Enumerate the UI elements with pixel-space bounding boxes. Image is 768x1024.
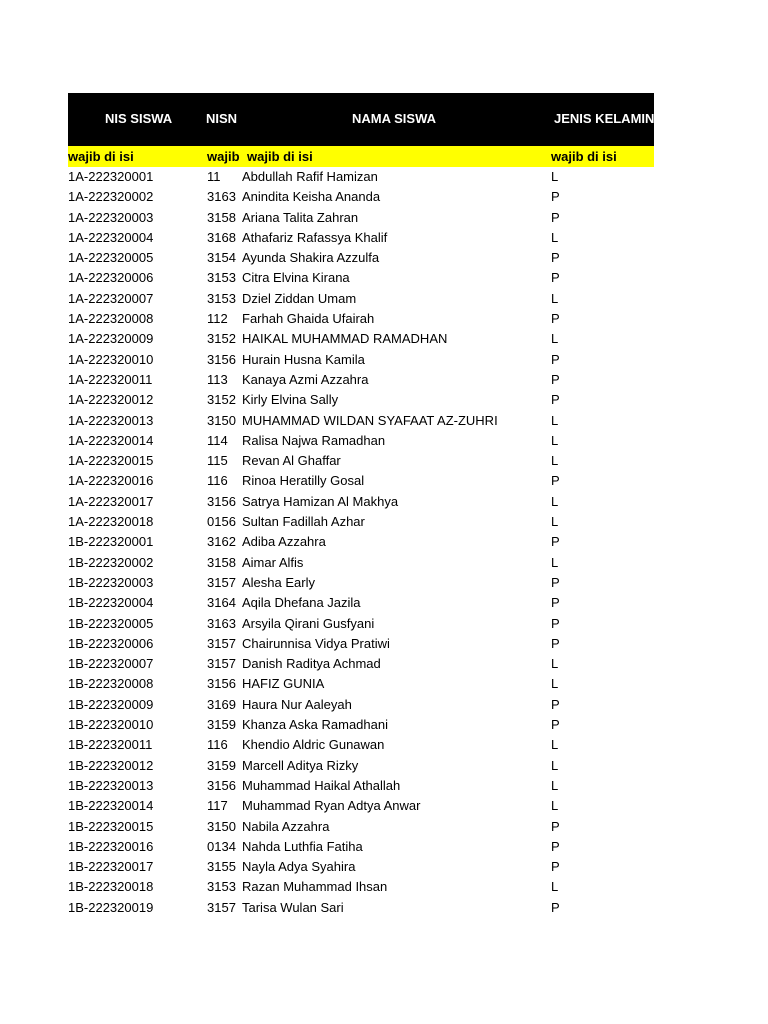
cell-nama[interactable]: Revan Al Ghaffar <box>242 453 341 469</box>
cell-nama[interactable]: Citra Elvina Kirana <box>242 270 350 286</box>
cell-nis[interactable]: 1B-222320004 <box>68 595 154 611</box>
cell-nis[interactable]: 1B-222320010 <box>68 717 154 733</box>
table-row <box>68 817 654 837</box>
cell-jenis-kelamin[interactable]: L <box>551 493 559 509</box>
cell-nama[interactable]: Athafariz Rafassya Khalif <box>242 229 388 245</box>
cell-nis[interactable]: 1A-222320004 <box>68 229 154 245</box>
table-header <box>68 93 654 146</box>
cell-nisn[interactable]: 116 <box>207 473 228 489</box>
cell-nisn[interactable]: 3157 <box>207 656 236 672</box>
cell-jenis-kelamin[interactable]: P <box>551 696 560 712</box>
table-row <box>68 593 654 613</box>
table-row <box>68 614 654 634</box>
cell-nama[interactable]: Chairunnisa Vidya Pratiwi <box>242 635 390 651</box>
cell-nis[interactable]: 1B-222320005 <box>68 615 154 631</box>
cell-jenis-kelamin[interactable]: L <box>551 757 559 773</box>
cell-jenis-kelamin[interactable]: L <box>551 432 559 448</box>
cell-jenis-kelamin[interactable]: P <box>551 615 560 631</box>
cell-nisn[interactable]: 117 <box>207 798 228 814</box>
cell-nisn[interactable]: 114 <box>207 432 228 448</box>
cell-nis[interactable]: 1B-222320011 <box>68 737 153 753</box>
cell-nisn[interactable]: 3153 <box>207 879 236 895</box>
cell-nama[interactable]: Ayunda Shakira Azzulfa <box>242 250 380 266</box>
cell-nis[interactable]: 1A-222320016 <box>68 473 154 489</box>
cell-jenis-kelamin[interactable]: L <box>551 656 559 672</box>
cell-jenis-kelamin[interactable]: P <box>551 818 560 834</box>
table-row <box>68 350 654 370</box>
cell-nama[interactable]: Nayla Adya Syahira <box>242 859 356 875</box>
cell-nama[interactable]: HAFIZ GUNIA <box>242 676 325 692</box>
cell-nisn[interactable]: 3153 <box>207 270 236 286</box>
table-row <box>68 309 654 329</box>
cell-nis[interactable]: 1B-222320013 <box>68 777 154 793</box>
cell-nisn[interactable]: 3157 <box>207 635 236 651</box>
cell-nis[interactable]: 1B-222320002 <box>68 554 154 570</box>
cell-nama[interactable]: Tarisa Wulan Sari <box>242 899 344 915</box>
cell-nis[interactable]: 1B-222320018 <box>68 879 154 895</box>
cell-nama[interactable]: Haura Nur Aaleyah <box>242 696 352 712</box>
table-row <box>68 877 654 897</box>
cell-jenis-kelamin[interactable]: L <box>551 229 559 245</box>
header-nama-siswa[interactable]: NAMA SISWA <box>352 111 437 126</box>
required-note-nama[interactable]: wajib di isi <box>247 149 313 164</box>
cell-nama[interactable]: Danish Raditya Achmad <box>242 656 381 672</box>
table-row <box>68 471 654 491</box>
cell-nama[interactable]: Khendio Aldric Gunawan <box>242 737 385 753</box>
cell-nisn[interactable]: 3164 <box>207 595 236 611</box>
cell-nisn[interactable]: 3156 <box>207 777 236 793</box>
cell-nis[interactable]: 1A-222320001 <box>68 169 154 184</box>
cell-nisn[interactable]: 3162 <box>207 534 236 550</box>
table-row <box>68 796 654 816</box>
table-row <box>68 248 654 268</box>
cell-nis[interactable]: 1A-222320010 <box>68 351 154 367</box>
cell-nama[interactable]: Khanza Aska Ramadhani <box>242 717 388 733</box>
cell-nisn[interactable]: 112 <box>207 311 228 327</box>
cell-nisn[interactable]: 113 <box>207 371 228 387</box>
cell-nisn[interactable]: 3158 <box>207 209 236 225</box>
table-row <box>68 289 654 309</box>
table-row <box>68 715 654 735</box>
required-note-nis[interactable]: wajib di isi <box>68 149 134 164</box>
table-row <box>68 573 654 593</box>
cell-nis[interactable]: 1A-222320007 <box>68 290 154 306</box>
cell-jenis-kelamin[interactable]: L <box>551 737 559 753</box>
table-row <box>68 228 654 248</box>
table-row <box>68 268 654 288</box>
cell-nama[interactable]: Arsyila Qirani Gusfyani <box>242 615 375 631</box>
table-row <box>68 451 654 471</box>
cell-nama[interactable]: Aimar Alfis <box>242 554 304 570</box>
cell-nisn[interactable]: 3156 <box>207 493 236 509</box>
cell-nama[interactable]: Aqila Dhefana Jazila <box>242 595 361 611</box>
cell-nis[interactable]: 1A-222320014 <box>68 432 154 448</box>
cell-nama[interactable]: Nabila Azzahra <box>242 818 330 834</box>
cell-jenis-kelamin[interactable]: P <box>551 534 560 550</box>
cell-nama[interactable]: Muhammad Ryan Adtya Anwar <box>242 798 421 814</box>
table-row <box>68 553 654 573</box>
cell-nama[interactable]: Marcell Aditya Rizky <box>242 757 359 773</box>
cell-nisn[interactable]: 3169 <box>207 696 236 712</box>
cell-jenis-kelamin[interactable]: P <box>551 392 560 408</box>
cell-nama[interactable]: Ariana Talita Zahran <box>242 209 359 225</box>
cell-nisn[interactable]: 3168 <box>207 229 236 245</box>
cell-jenis-kelamin[interactable]: L <box>551 777 559 793</box>
cell-jenis-kelamin[interactable]: P <box>551 371 560 387</box>
cell-nisn[interactable]: 0134 <box>207 838 236 854</box>
cell-jenis-kelamin[interactable]: P <box>551 899 560 915</box>
cell-nama[interactable]: Abdullah Rafif Hamizan <box>242 169 378 184</box>
cell-nis[interactable]: 1A-222320011 <box>68 371 153 387</box>
cell-nis[interactable]: 1B-222320006 <box>68 635 154 651</box>
table-row <box>68 654 654 674</box>
cell-jenis-kelamin[interactable]: L <box>551 290 559 306</box>
table-row <box>68 837 654 857</box>
cell-nis[interactable]: 1A-222320009 <box>68 331 154 347</box>
cell-nama[interactable]: Dziel Ziddan Umam <box>242 290 357 306</box>
table-row <box>68 756 654 776</box>
table-row <box>68 776 654 796</box>
cell-nisn[interactable]: 116 <box>207 737 228 753</box>
cell-nis[interactable]: 1A-222320002 <box>68 189 154 205</box>
cell-nama[interactable]: Muhammad Haikal Athallah <box>242 777 401 793</box>
cell-nisn[interactable]: 11 <box>207 169 221 184</box>
cell-nisn[interactable]: 3156 <box>207 676 236 692</box>
cell-nisn[interactable]: 3155 <box>207 859 236 875</box>
cell-nis[interactable]: 1A-222320015 <box>68 453 154 469</box>
cell-nama[interactable]: Rinoa Heratilly Gosal <box>242 473 365 489</box>
cell-nama[interactable]: Adiba Azzahra <box>242 534 326 550</box>
cell-jenis-kelamin[interactable]: P <box>551 717 560 733</box>
cell-nisn[interactable]: 3152 <box>207 331 236 347</box>
cell-nisn[interactable]: 115 <box>207 453 228 469</box>
table-row <box>68 431 654 451</box>
cell-nama[interactable]: Sultan Fadillah Azhar <box>242 514 365 530</box>
cell-nis[interactable]: 1B-222320003 <box>68 574 154 590</box>
cell-nama[interactable]: Kanaya Azmi Azzahra <box>242 371 369 387</box>
cell-nis[interactable]: 1B-222320015 <box>68 818 154 834</box>
cell-nama[interactable]: Anindita Keisha Ananda <box>242 189 381 205</box>
table-row <box>68 898 654 918</box>
cell-nama[interactable]: Satrya Hamizan Al Makhya <box>242 493 399 509</box>
required-note-row <box>68 146 654 167</box>
cell-nis[interactable]: 1B-222320016 <box>68 838 154 854</box>
cell-nisn[interactable]: 3156 <box>207 351 236 367</box>
table-row <box>68 187 654 207</box>
table-row <box>68 512 654 532</box>
required-note-nisn[interactable]: wajib <box>207 149 240 164</box>
table-row <box>68 167 654 187</box>
cell-jenis-kelamin[interactable]: P <box>551 574 560 590</box>
cell-nis[interactable]: 1B-222320008 <box>68 676 154 692</box>
cell-jenis-kelamin[interactable]: P <box>551 635 560 651</box>
cell-jenis-kelamin[interactable]: P <box>551 209 560 225</box>
cell-nisn[interactable]: 3159 <box>207 717 236 733</box>
cell-nis[interactable]: 1B-222320012 <box>68 757 154 773</box>
cell-nisn[interactable]: 0156 <box>207 514 236 530</box>
cell-jenis-kelamin[interactable]: P <box>551 473 560 489</box>
cell-jenis-kelamin[interactable]: L <box>551 514 559 530</box>
cell-nama[interactable]: Kirly Elvina Sally <box>242 392 339 408</box>
cell-jenis-kelamin[interactable]: L <box>551 676 559 692</box>
cell-nis[interactable]: 1B-222320019 <box>68 899 154 915</box>
cell-jenis-kelamin[interactable]: P <box>551 351 560 367</box>
table-row <box>68 411 654 431</box>
cell-jenis-kelamin[interactable]: P <box>551 311 560 327</box>
cell-nisn[interactable]: 3154 <box>207 250 236 266</box>
cell-nis[interactable]: 1B-222320014 <box>68 798 154 814</box>
cell-nis[interactable]: 1A-222320006 <box>68 270 154 286</box>
cell-nis[interactable]: 1B-222320007 <box>68 656 154 672</box>
cell-jenis-kelamin[interactable]: P <box>551 595 560 611</box>
cell-nisn[interactable]: 3158 <box>207 554 236 570</box>
cell-jenis-kelamin[interactable]: L <box>551 453 559 469</box>
table-row <box>68 674 654 694</box>
table-row <box>68 735 654 755</box>
cell-nisn[interactable]: 3153 <box>207 290 236 306</box>
cell-nis[interactable]: 1A-222320005 <box>68 250 154 266</box>
cell-nisn[interactable]: 3152 <box>207 392 236 408</box>
cell-nis[interactable]: 1B-222320017 <box>68 859 154 875</box>
table-row <box>68 634 654 654</box>
table-row <box>68 492 654 512</box>
cell-jenis-kelamin[interactable]: L <box>551 412 559 428</box>
cell-nama[interactable]: MUHAMMAD WILDAN SYAFAAT AZ-ZUHRI <box>242 412 498 428</box>
header-nis-siswa[interactable]: NIS SISWA <box>105 111 173 126</box>
student-sheet <box>68 93 654 918</box>
table-row <box>68 390 654 410</box>
cell-nis[interactable]: 1A-222320008 <box>68 311 154 327</box>
cell-jenis-kelamin[interactable]: P <box>551 270 560 286</box>
cell-nisn[interactable]: 3159 <box>207 757 236 773</box>
table-row <box>68 329 654 349</box>
cell-nisn[interactable]: 3150 <box>207 412 236 428</box>
cell-jenis-kelamin[interactable]: L <box>551 169 559 184</box>
cell-nama[interactable]: Alesha Early <box>242 574 315 590</box>
cell-nisn[interactable]: 3157 <box>207 574 236 590</box>
cell-nama[interactable]: Farhah Ghaida Ufairah <box>242 311 375 327</box>
cell-nis[interactable]: 1A-222320017 <box>68 493 154 509</box>
cell-jenis-kelamin[interactable]: L <box>551 554 559 570</box>
cell-jenis-kelamin[interactable]: P <box>551 838 560 854</box>
cell-nama[interactable]: Razan Muhammad Ihsan <box>242 879 388 895</box>
table-row <box>68 857 654 877</box>
cell-jenis-kelamin[interactable]: P <box>551 250 560 266</box>
table-row <box>68 370 654 390</box>
cell-jenis-kelamin[interactable]: L <box>551 879 559 895</box>
cell-nama[interactable]: HAIKAL MUHAMMAD RAMADHAN <box>242 331 448 347</box>
cell-jenis-kelamin[interactable]: P <box>551 859 560 875</box>
table-row <box>68 208 654 228</box>
cell-nis[interactable]: 1A-222320013 <box>68 412 154 428</box>
cell-nama[interactable]: Hurain Husna Kamila <box>242 351 365 367</box>
cell-nisn[interactable]: 3163 <box>207 615 236 631</box>
header-jenis-kelamin[interactable]: JENIS KELAMIN <box>554 111 655 126</box>
cell-nis[interactable]: 1A-222320012 <box>68 392 154 408</box>
cell-nis[interactable]: 1A-222320018 <box>68 514 154 530</box>
cell-nisn[interactable]: 3157 <box>207 899 236 915</box>
table-row <box>68 695 654 715</box>
cell-nisn[interactable]: 3163 <box>207 189 236 205</box>
cell-jenis-kelamin[interactable]: L <box>551 331 559 347</box>
cell-jenis-kelamin[interactable]: P <box>551 189 560 205</box>
cell-nis[interactable]: 1B-222320009 <box>68 696 154 712</box>
cell-nis[interactable]: 1B-222320001 <box>68 534 154 550</box>
table-row <box>68 532 654 552</box>
table-body <box>68 167 654 918</box>
cell-jenis-kelamin[interactable]: L <box>551 798 559 814</box>
cell-nis[interactable]: 1A-222320003 <box>68 209 154 225</box>
required-note-jk[interactable]: wajib di isi <box>551 149 617 164</box>
cell-nisn[interactable]: 3150 <box>207 818 236 834</box>
cell-nama[interactable]: Ralisa Najwa Ramadhan <box>242 432 386 448</box>
header-nisn[interactable]: NISN <box>206 111 238 126</box>
cell-nama[interactable]: Nahda Luthfia Fatiha <box>242 838 363 854</box>
